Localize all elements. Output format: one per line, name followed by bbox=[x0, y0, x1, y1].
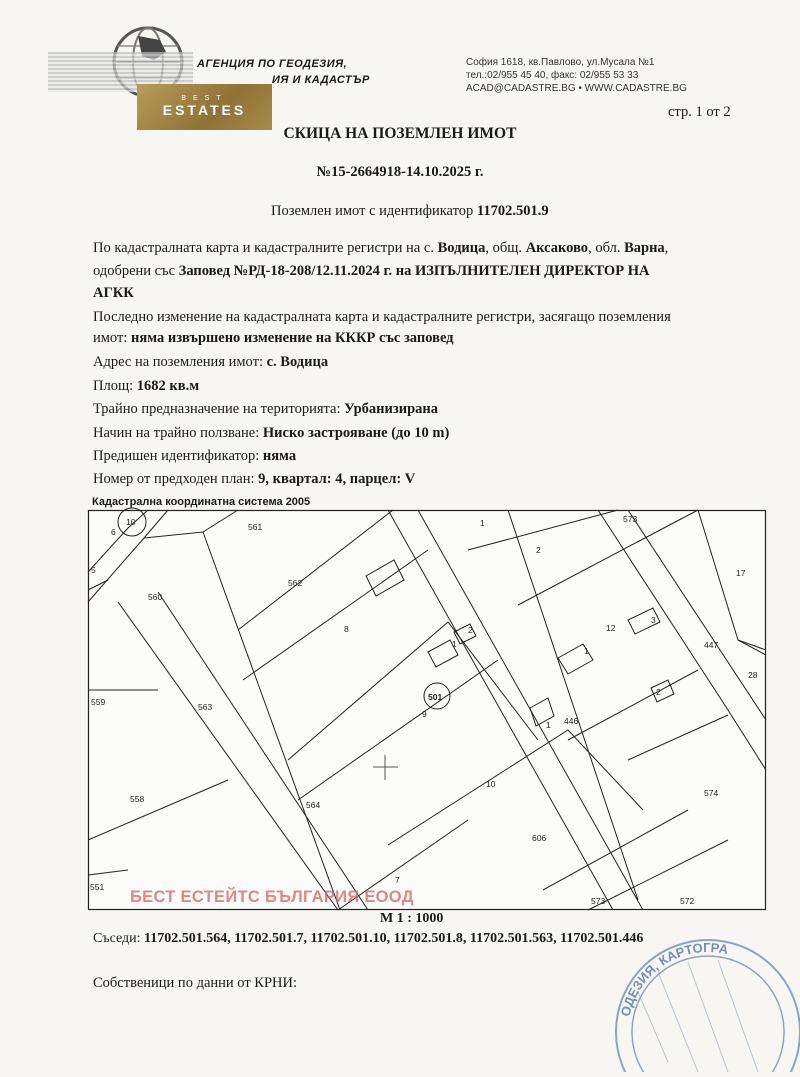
parcel-label-9: 9 bbox=[422, 709, 427, 719]
municipality-prefix: , общ. bbox=[485, 240, 523, 256]
logo-best: BEST bbox=[181, 95, 228, 102]
intro-line3 bbox=[93, 285, 134, 302]
contact-address: София 1618, кв.Павлово, ул.Мусала №1 bbox=[466, 57, 655, 68]
page-counter: стр. 1 от 2 bbox=[668, 104, 731, 120]
parcel-label-574: 574 bbox=[704, 788, 719, 798]
parcel-label-6: 6 bbox=[111, 527, 116, 537]
address-row bbox=[93, 354, 328, 371]
stamp-seal-icon bbox=[598, 932, 800, 1072]
owners-label: Собственици по данни от КРНИ: bbox=[93, 975, 298, 991]
cadastral-map-drawing bbox=[88, 510, 766, 910]
parcel-label-12: 12 bbox=[606, 623, 616, 633]
last-change-value: няма извършено изменение на КККР със заповед bbox=[131, 330, 454, 346]
neighbours-list: 11702.501.564, 11702.501.7, 11702.501.10, 11702.501.8, 11702.501.563, 11702.501.446 bbox=[144, 931, 644, 946]
parcel-label-10: 10 bbox=[486, 779, 496, 789]
address-label: Адрес на поземления имот: bbox=[93, 354, 263, 370]
property-identifier bbox=[271, 203, 549, 220]
purpose-label: Трайно предназначение на територията: bbox=[93, 401, 341, 417]
last-change-line2 bbox=[93, 330, 454, 347]
area-row bbox=[93, 378, 199, 395]
property-id-value: 11702.501.9 bbox=[476, 203, 549, 219]
usage-label: Начин на трайно ползване: bbox=[93, 425, 260, 441]
logo-estates: ESTATES bbox=[162, 102, 247, 118]
document-number: №15-2664918-14.10.2025 г. bbox=[316, 164, 484, 180]
prev-plan-value: 9, квартал: 4, парцел: V bbox=[258, 471, 416, 487]
agency-name-line1: АГЕНЦИЯ ПО ГЕОДЕЗИЯ, bbox=[197, 58, 348, 70]
stamp-text: ОДЕЗИЯ, КАРТОГРА bbox=[617, 939, 730, 1018]
parcel-label-564: 564 bbox=[306, 800, 321, 810]
prev-plan-label: Номер от предходен план: bbox=[93, 471, 255, 487]
parcel-label-17: 17 bbox=[736, 568, 746, 578]
parcel-label-2-right: 2 bbox=[656, 687, 661, 697]
property-id-label: Поземлен имот с идентификатор bbox=[271, 203, 474, 219]
best-estates-logo bbox=[137, 84, 272, 130]
parcel-label-1-lower: 1 bbox=[546, 720, 551, 730]
parcel-label-7: 7 bbox=[395, 875, 400, 885]
contact-phone: тел.:02/955 45 40, факс: 02/955 53 33 bbox=[466, 70, 639, 81]
parcel-label-2-building: 2 bbox=[468, 625, 473, 635]
parcel-label-563: 563 bbox=[198, 702, 213, 712]
prev-id-label: Предишен идентификатор: bbox=[93, 448, 260, 464]
parcel-label-1-building: 1 bbox=[452, 639, 457, 649]
approved-order: Заповед №РД-18-208/12.11.2024 г. на ИЗПЪЛНИТЕЛЕН ДИРЕКТОР НА bbox=[178, 263, 650, 279]
coordinate-system: Кадастрална координатна система 2005 bbox=[92, 496, 311, 508]
document-title: СКИЦА НА ПОЗЕМЛЕН ИМОТ bbox=[283, 125, 517, 142]
prev-id-value: няма bbox=[262, 448, 297, 464]
parcel-label-8: 8 bbox=[344, 624, 349, 634]
usage-value: Ниско застрояване (до 10 m) bbox=[262, 425, 450, 441]
svg-text:ОДЕЗИЯ, КАРТОГРА bbox=[618, 940, 730, 1018]
agency-stamp bbox=[598, 932, 800, 1018]
area-value: 1682 кв.м bbox=[136, 378, 200, 394]
parcel-label-572: 572 bbox=[680, 896, 695, 906]
purpose-value: Урбанизирана bbox=[344, 401, 438, 417]
parcel-label-1-right: 1 bbox=[584, 646, 589, 656]
parcel-label-573-top: 573 bbox=[623, 514, 638, 524]
agency-name-line2: ИЯ И КАДАСТЪР bbox=[272, 74, 370, 86]
parcel-label-446: 446 bbox=[564, 716, 579, 726]
parcel-label-5: 5 bbox=[91, 565, 96, 575]
usage-row bbox=[93, 425, 449, 442]
parcel-label-501: 501 bbox=[428, 692, 443, 702]
parcel-label-573: 573 bbox=[591, 896, 606, 906]
prev-plan-row bbox=[93, 471, 415, 488]
intro-line1 bbox=[93, 240, 668, 257]
neighbours-row bbox=[93, 931, 643, 947]
parcel-label-2: 2 bbox=[536, 545, 541, 555]
intro-prefix: По кадастралната карта и кадастралните регистри на с. bbox=[93, 240, 434, 256]
purpose-row bbox=[93, 401, 438, 418]
neighbours-label: Съседи: bbox=[93, 931, 141, 946]
region-name: Варна bbox=[624, 240, 665, 256]
parcel-label-28: 28 bbox=[748, 670, 758, 680]
last-change-line1: Последно изменение на кадастралната карта и кадастралните регистри, засягащо поземления bbox=[93, 309, 671, 325]
contact-web: ACAD@CADASTRE.BG • WWW.CADASTRE.BG bbox=[466, 83, 687, 94]
approved-order-line2: АГКК bbox=[93, 285, 134, 301]
cadastral-map bbox=[88, 510, 766, 910]
intro-end: , bbox=[664, 240, 669, 256]
agency-watermark: БЕСТ ЕСТЕЙТС БЪЛГАРИЯ ЕООД bbox=[130, 888, 414, 906]
parcel-label-558: 558 bbox=[130, 794, 145, 804]
parcel-label-559: 559 bbox=[91, 697, 106, 707]
parcel-label-562: 562 bbox=[288, 578, 303, 588]
parcel-label-3: 3 bbox=[651, 615, 656, 625]
approved-prefix: одобрени със bbox=[93, 263, 176, 279]
prev-id-row bbox=[93, 448, 296, 465]
parcel-label-561: 561 bbox=[248, 522, 263, 532]
parcel-label-551: 551 bbox=[90, 882, 105, 892]
intro-line2 bbox=[93, 263, 649, 280]
parcel-label-447: 447 bbox=[704, 640, 719, 650]
parcel-label-560: 560 bbox=[148, 592, 163, 602]
municipality-name: Аксаково bbox=[525, 240, 589, 256]
last-change-prefix: имот: bbox=[93, 330, 128, 346]
parcel-label-606: 606 bbox=[532, 833, 547, 843]
map-scale: М 1 : 1000 bbox=[380, 911, 444, 926]
address-value: с. Водица bbox=[266, 354, 329, 370]
parcel-label-1-top: 1 bbox=[480, 518, 485, 528]
region-prefix: , обл. bbox=[588, 240, 621, 256]
parcel-label-10-top: 10 bbox=[126, 517, 136, 527]
area-label: Площ: bbox=[93, 378, 134, 394]
village-name: Водица bbox=[437, 240, 486, 256]
agency-contacts bbox=[466, 56, 687, 95]
